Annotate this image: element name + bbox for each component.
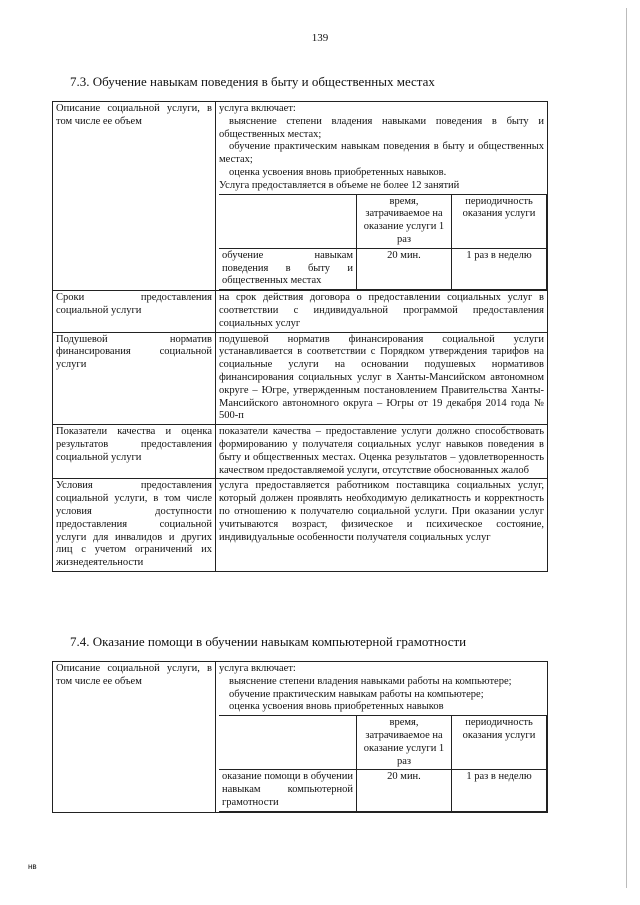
quality-label: Показатели качества и оценка результатов предоставления социальной услуги: [53, 425, 216, 479]
inner-head-empty: [219, 194, 357, 248]
inner-2-head-time: время, затрачиваемое на оказание услуги 1 раз: [357, 716, 452, 770]
inner-2-data-row: [219, 770, 547, 811]
description-2-value: [216, 662, 548, 813]
inner-2-row-frequency: 1 раз в неделю: [452, 770, 547, 811]
description-line-2: выяснение степени владения навыками поведения в быту и общественных местах;: [219, 115, 544, 140]
inner-2-head-frequency: периодичность оказания услуги: [452, 716, 547, 770]
scan-edge-line: [626, 8, 627, 888]
description-2-line-4: оценка усвоения вновь приобретенных навыков: [229, 701, 444, 713]
section-7-4-title: 7.4. Оказание помощи в обучении навыкам компьютерной грамотности: [70, 634, 467, 649]
conditions-label: Условия предоставления социальной услуги, в том числе условия доступности предоставления социальной услуги для инвалидов и других лиц с учетом ограничений их жизнедеятельности: [53, 479, 216, 572]
inner-2-head-row: [219, 716, 547, 770]
description-label: Описание социальной услуги, в том числе ее объем: [53, 102, 216, 291]
inner-data-row: [219, 248, 547, 289]
inner-2-row-time: 20 мин.: [357, 770, 452, 811]
inner-2-head-empty: [219, 716, 357, 770]
description-2-inner-table: [219, 715, 547, 812]
inner-row-name: обучение навыкам поведения в быту и общественных местах: [219, 248, 357, 289]
description-line-4: оценка усвоения вновь приобретенных навыков.: [229, 166, 447, 178]
description-line-3: обучение практическим навыкам поведения в быту и общественных местах;: [219, 141, 544, 166]
terms-value: на срок действия договора о предоставлении социальных услуг в соответствии с индивидуальной программой предоставления социальных услуг: [216, 291, 548, 332]
conditions-value: услуга предоставляется работником поставщика социальных услуг, который должен проявлять необходимую деликатность и корректность по отношению к получателю социальной услуги. При оказании услуг учитываются возраст, физическое и психическое состояние, индивидуальные особенности получателя социальных услуг: [216, 479, 548, 572]
section-7-3-table: [52, 101, 548, 572]
norm-label: Подушевой норматив финансирования социальной услуги: [53, 332, 216, 425]
description-line-1: услуга включает:: [219, 103, 296, 114]
inner-head-row: [219, 194, 547, 248]
description-2-label: Описание социальной услуги, в том числе ее объем: [53, 662, 216, 813]
footer-mark: нв: [28, 862, 37, 871]
section-7-4-table: [52, 661, 548, 813]
description-inner-table: [219, 194, 547, 291]
page-number: 139: [311, 32, 329, 44]
inner-head-frequency: периодичность оказания услуги: [452, 194, 547, 248]
description-2-line-1: услуга включает:: [219, 663, 296, 674]
description-2-line-3: обучение практическим навыкам работы на компьютере;: [229, 688, 484, 700]
description-line-5: Услуга предоставляется в объеме не более 12 занятий: [219, 179, 460, 191]
description-value: [216, 102, 548, 291]
row-quality: [53, 425, 548, 479]
inner-head-time: время, затрачиваемое на оказание услуги 1 раз: [357, 194, 452, 248]
row-description-2: [53, 662, 548, 813]
quality-value: показатели качества – предоставление услуги должно способствовать формированию у получателя социальных услуг навыков поведения в быту и общественных местах. Оценка результатов – удовлетворенность качеством предоставляемой услуги, отсутствие обоснованных жалоб: [216, 425, 548, 479]
terms-label: Сроки предоставления социальной услуги: [53, 291, 216, 332]
description-2-line-2: выяснение степени владения навыками работы на компьютере;: [229, 675, 512, 687]
section-7-3-title: 7.3. Обучение навыкам поведения в быту и общественных местах: [70, 74, 435, 89]
row-terms: [53, 291, 548, 332]
inner-row-time: 20 мин.: [357, 248, 452, 289]
row-description: [53, 102, 548, 291]
inner-2-row-name: оказание помощи в обучении навыкам компьютерной грамотности: [219, 770, 357, 811]
norm-value: подушевой норматив финансирования социальной услуги устанавливается в соответствии с Порядком утверждения тарифов на социальные услуги на основании подушевых нормативов финансирования социальных услуг в Ханты-Мансийском автономном округе – Югре, утвержденным постановлением Правительства Ханты-Мансийского автономного округа – Югры от 19 декабря 2014 года № 500-п: [216, 332, 548, 425]
row-conditions: [53, 479, 548, 572]
row-norm: [53, 332, 548, 425]
inner-row-frequency: 1 раз в неделю: [452, 248, 547, 289]
